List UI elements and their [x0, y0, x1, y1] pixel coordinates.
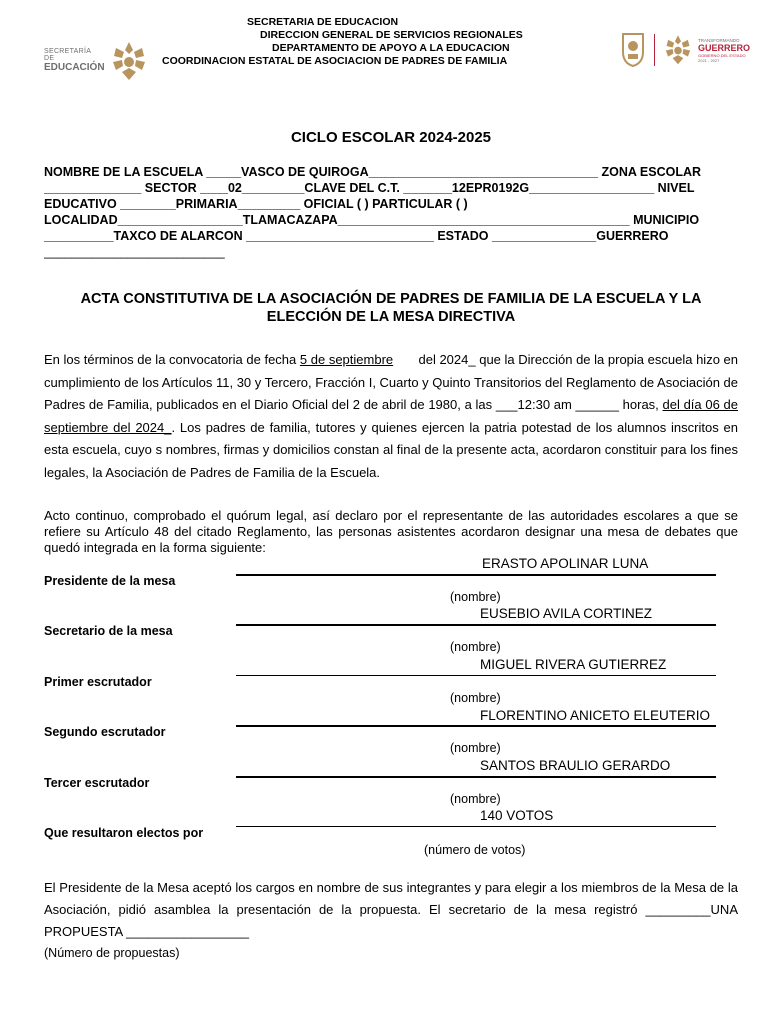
- header-line-2: DIRECCION GENERAL DE SERVICIOS REGIONALES: [260, 29, 523, 41]
- secretario-name: EUSEBIO AVILA CORTINEZ: [480, 606, 653, 621]
- presidente-line: [236, 574, 716, 576]
- votos-line: [236, 826, 716, 827]
- secretaria-educacion-logo: [44, 48, 105, 73]
- votos-caption: (número de votos): [424, 843, 526, 857]
- para1-a: En los términos de la convocatoria de fecha: [44, 352, 300, 367]
- guerrero-emblem-icon: [108, 38, 150, 82]
- votos-label: Que resultaron electos por: [44, 826, 204, 840]
- paragraph-convocatoria: [44, 349, 742, 484]
- acta-title-line-2: ELECCIÓN DE LA MESA DIRECTIVA: [266, 309, 516, 325]
- segundo-escrutador-caption: (nombre): [450, 741, 501, 755]
- school-row-1: NOMBRE DE LA ESCUELA _____VASCO DE QUIROGA_________________________________ ZONA ESCOLAR: [44, 165, 702, 179]
- tercer-escrutador-name: SANTOS BRAULIO GERARDO: [480, 758, 671, 773]
- primer-escrutador-line: [236, 675, 716, 676]
- votos-value: 140 VOTOS: [480, 808, 554, 823]
- secretario-line: [236, 624, 716, 626]
- header-line-3: DEPARTAMENTO DE APOYO A LA EDUCACION: [272, 42, 510, 54]
- school-row-2: ______________ SECTOR ____02_________CLAVE DEL C.T. _______12EPR0192G__________________ NIVEL: [44, 181, 695, 195]
- school-row-5: __________TAXCO DE ALARCON ___________________________ ESTADO _______________GUERRERO: [44, 229, 669, 243]
- segundo-escrutador-line: [236, 725, 716, 727]
- primer-escrutador-caption: (nombre): [450, 691, 501, 705]
- presidente-caption: (nombre): [450, 590, 501, 604]
- segundo-escrutador-label: Segundo escrutador: [44, 725, 166, 739]
- para1-fecha: 5 de septiembre: [299, 352, 394, 367]
- header-line-1: SECRETARIA DE EDUCACION: [247, 16, 399, 28]
- paragraph-propuesta: El Presidente de la Mesa aceptó los cargos en nombre de sus integrantes y para elegir a los miembros de la Mesa de la Asociación, pidió asamblea la presentación de la propuesta. El secretario de la mesa registró _________UNA PROPUESTA _________________: [44, 880, 738, 939]
- para1-dia: del día 06 de septiembre del 2024_: [44, 397, 738, 435]
- para1-c: del 2024_ que la Dirección de la propia escuela hizo en cumplimiento de los Artículos 11, 30 y Tercero, Fracción I, Cuarto y Quinto Transitorios del Reglamento de Asociación de Padres de Familia, publicados en el Diario Oficial del 2 de abril de 1980, a las ___12:30 am ______ horas,: [44, 352, 742, 412]
- logo-left-text2: EDUCACIÓN: [44, 62, 105, 73]
- acta-title: [0, 290, 768, 326]
- propuestas-caption: (Número de propuestas): [44, 946, 180, 960]
- guerrero-shield-icon: [620, 30, 646, 68]
- logo-right-text2: GUERRERO: [698, 43, 751, 53]
- secretario-label: Secretario de la mesa: [44, 624, 173, 638]
- school-data: [44, 164, 744, 260]
- tercer-escrutador-caption: (nombre): [450, 792, 501, 806]
- logo-right-text3: GOBIERNO DEL ESTADO: [698, 53, 746, 58]
- logo-right-text1: TRANSFORMANDO: [698, 38, 740, 43]
- presidente-name: ERASTO APOLINAR LUNA: [482, 556, 649, 571]
- logo-divider: [654, 34, 655, 66]
- tercer-escrutador-label: Tercer escrutador: [44, 776, 150, 790]
- school-row-3: EDUCATIVO ________PRIMARIA_________ OFICIAL ( ) PARTICULAR ( ): [44, 197, 468, 211]
- para1-e: . Los padres de familia, tutores y quienes ejercen la patria potestad de los alumnos inscritos en esta escuela, cuyo s nombres, firmas y domicilios constan al final de la presente acta, acordaron constituir para los fines legales, la Asociación de Padres de Familia de la Escuela.: [44, 419, 738, 480]
- tercer-escrutador-line: [236, 776, 716, 778]
- school-row-6: __________________________: [44, 245, 225, 259]
- acta-title-line-1: ACTA CONSTITUTIVA DE LA ASOCIACIÓN DE PADRES DE FAMILIA DE LA ESCUELA Y LA: [80, 291, 702, 307]
- transformando-guerrero-logo: [698, 38, 751, 63]
- primer-escrutador-label: Primer escrutador: [44, 675, 152, 689]
- segundo-escrutador-name: FLORENTINO ANICETO ELEUTERIO: [480, 708, 711, 723]
- page-title: CICLO ESCOLAR 2024-2025: [290, 129, 492, 146]
- secretario-caption: (nombre): [450, 640, 501, 654]
- guerrero-emblem-small-icon: [662, 32, 694, 66]
- presidente-label: Presidente de la mesa: [44, 574, 176, 588]
- paragraph-quorum: Acto continuo, comprobado el quórum legal, así declaro por el representante de las autoridades escolares a que se refiere su Artículo 48 del citado Reglamento, las personas asistentes acordaron designar una mesa de debates que quedó integrada en la forma siguiente:: [44, 508, 738, 555]
- school-row-4: LOCALIDAD__________________TLAMACAZAPA__________________________________________ MUNICIPIO: [44, 213, 700, 227]
- primer-escrutador-name: MIGUEL RIVERA GUTIERREZ: [480, 657, 667, 672]
- header-line-4: COORDINACION ESTATAL DE ASOCIACION DE PADRES DE FAMILIA: [162, 55, 508, 67]
- logo-right-text4: 2021 - 2027: [698, 58, 720, 63]
- logo-left-text1: SECRETARÍA DE: [44, 48, 91, 62]
